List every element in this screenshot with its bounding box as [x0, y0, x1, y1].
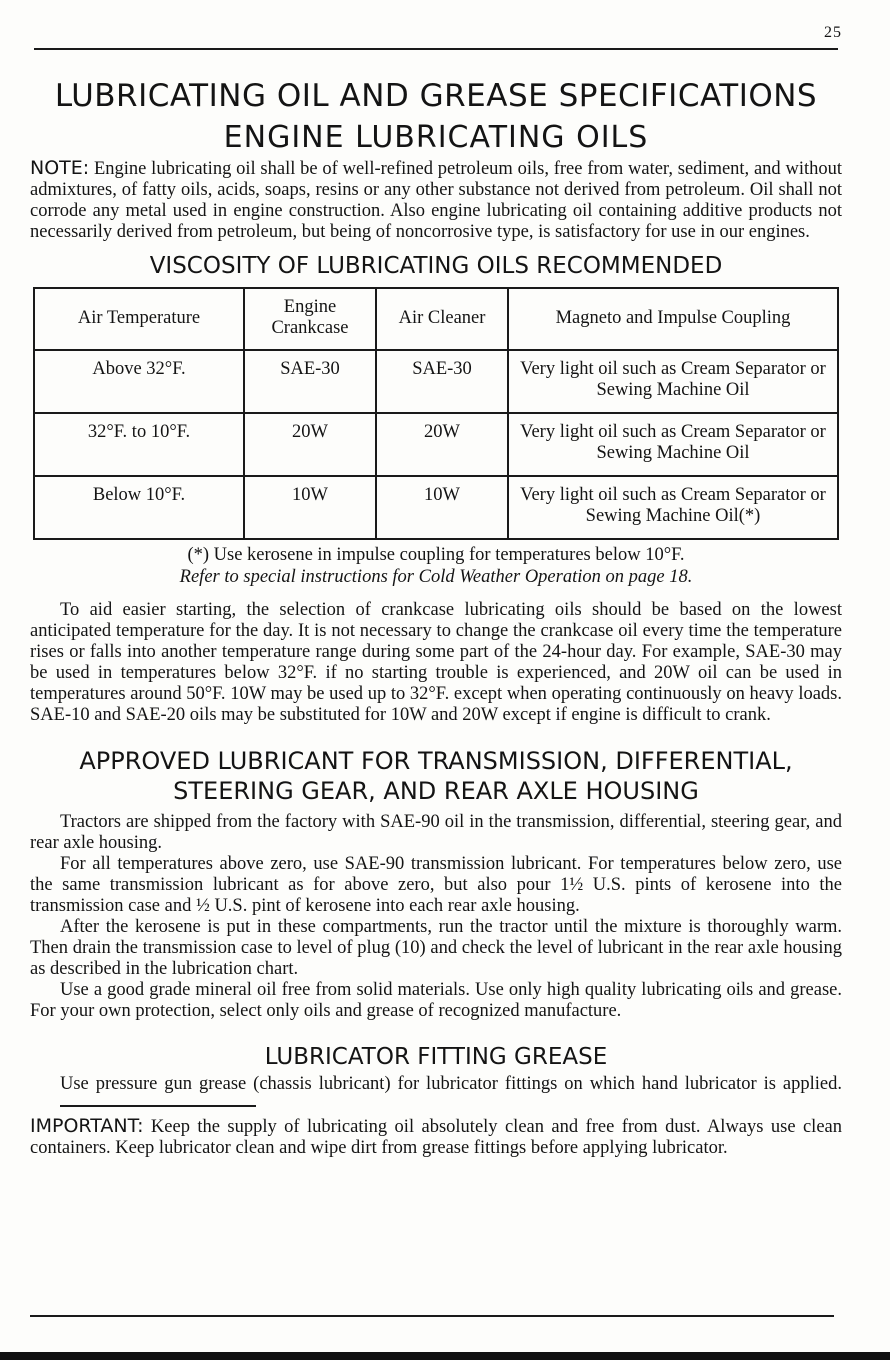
note-text: Engine lubricating oil shall be of well-refined petroleum oils, free from water, sediment, and without admixtures, of fatty oils, acids, soaps, resins or any other substance not derived from petroleum. Oil shall not corrode any metal used in engine construction. Also engine lubricating oil containing additive products not necessarily derived from petroleum, but being of noncorrosive type, is satisfactory for use in our engines. — [30, 159, 843, 242]
crankcase-paragraph: To aid easier starting, the selection of crankcase lubricating oils should be based on the lowest anticipated temperature for the day. It is not necessary to change the crankcase oil every time the temperature rises or falls into another temperature range during some part of the 24-hour day. For example, SAE-30 may be used in temperatures below 32°F. if no starting trouble is experienced, and 20W oil can be used in temperatures around 50°F. 10W may be used up to 32°F. except when operating continuously on heavy loads. SAE-10 and SAE-20 oils may be substituted for 10W and 20W except if engine is difficult to crank. — [30, 600, 842, 725]
cell-air-temperature: Below 10°F. — [34, 476, 244, 539]
column-header-air-temperature: Air Temperature — [34, 288, 244, 350]
cell-air-temperature: 32°F. to 10°F. — [34, 413, 244, 476]
viscosity-table — [33, 287, 839, 540]
page-title: LUBRICATING OIL AND GREASE SPECIFICATIONS — [54, 78, 818, 114]
table-footnote: (*) Use kerosene in impulse coupling for temperatures below 10°F. — [187, 545, 685, 565]
cell-air-cleaner: 20W — [376, 413, 508, 476]
table-row — [34, 413, 838, 476]
cell-air-cleaner: 10W — [376, 476, 508, 539]
column-header-magneto: Magneto and Impulse Coupling — [508, 288, 838, 350]
fitting-grease-paragraph — [30, 1074, 842, 1116]
transmission-paragraph-1: Tractors are shipped from the factory with SAE-90 oil in the transmission, differential, steering gear, and rear axle housing. — [30, 812, 842, 853]
short-divider — [60, 1105, 256, 1107]
transmission-heading-line1: APPROVED LUBRICANT FOR TRANSMISSION, DIFFERENTIAL, — [79, 747, 793, 775]
table-header-row — [34, 288, 838, 350]
transmission-paragraph-2: For all temperatures above zero, use SAE-90 transmission lubricant. For temperatures below zero, use the same transmission lubricant as for above zero, but also pour 1½ U.S. pints of kerosene into the transmission case and ½ U.S. pint of kerosene into each rear axle housing. — [30, 854, 842, 916]
fitting-grease-heading: LUBRICATOR FITTING GREASE — [264, 1044, 608, 1070]
table-row — [34, 476, 838, 539]
transmission-paragraph-3: After the kerosene is put in these compartments, run the tractor until the mixture is thoroughly warm. Then drain the transmission case to level of plug (10) and check the level of lubricant in the rear axle housing as described in the lubrication chart. — [30, 917, 842, 979]
scan-edge-band — [0, 1352, 890, 1360]
cell-engine-crankcase: 10W — [244, 476, 376, 539]
column-header-engine-crankcase: Engine Crankcase — [244, 288, 376, 350]
top-rule — [34, 48, 838, 50]
section-title-engine-oils: ENGINE LUBRICATING OILS — [223, 120, 649, 155]
column-header-air-cleaner: Air Cleaner — [376, 288, 508, 350]
note-paragraph — [30, 158, 842, 243]
transmission-paragraph-4: Use a good grade mineral oil free from solid materials. Use only high quality lubricating oils and grease. For your own protection, select only oils and grease of recognized manufacture. — [30, 980, 842, 1021]
important-label: IMPORTANT: — [30, 1115, 144, 1137]
bottom-rule — [30, 1315, 834, 1317]
cell-engine-crankcase: 20W — [244, 413, 376, 476]
cold-weather-reference: Refer to special instructions for Cold Weather Operation on page 18. — [179, 567, 693, 587]
cell-magneto: Very light oil such as Cream Separator or Sewing Machine Oil — [508, 413, 838, 476]
cell-magneto: Very light oil such as Cream Separator or Sewing Machine Oil — [508, 350, 838, 413]
fitting-grease-text: Use pressure gun grease (chassis lubricant) for lubricator fittings on which hand lubricator is applied. — [60, 1074, 842, 1094]
important-paragraph — [30, 1116, 842, 1159]
viscosity-heading: VISCOSITY OF LUBRICATING OILS RECOMMENDED — [149, 253, 723, 279]
note-label: NOTE: — [30, 157, 90, 179]
table-row — [34, 350, 838, 413]
cell-magneto: Very light oil such as Cream Separator or Sewing Machine Oil(*) — [508, 476, 838, 539]
page-content — [30, 74, 842, 1159]
cell-engine-crankcase: SAE-30 — [244, 350, 376, 413]
transmission-heading — [30, 746, 842, 806]
important-text: Keep the supply of lubricating oil absolutely clean and free from dust. Always use clean containers. Keep lubricator clean and wipe dirt from grease fittings before applying lubricator. — [30, 1117, 842, 1158]
transmission-heading-line2: STEERING GEAR, AND REAR AXLE HOUSING — [173, 777, 699, 805]
page-number: 25 — [824, 24, 842, 41]
cell-air-cleaner: SAE-30 — [376, 350, 508, 413]
cell-air-temperature: Above 32°F. — [34, 350, 244, 413]
